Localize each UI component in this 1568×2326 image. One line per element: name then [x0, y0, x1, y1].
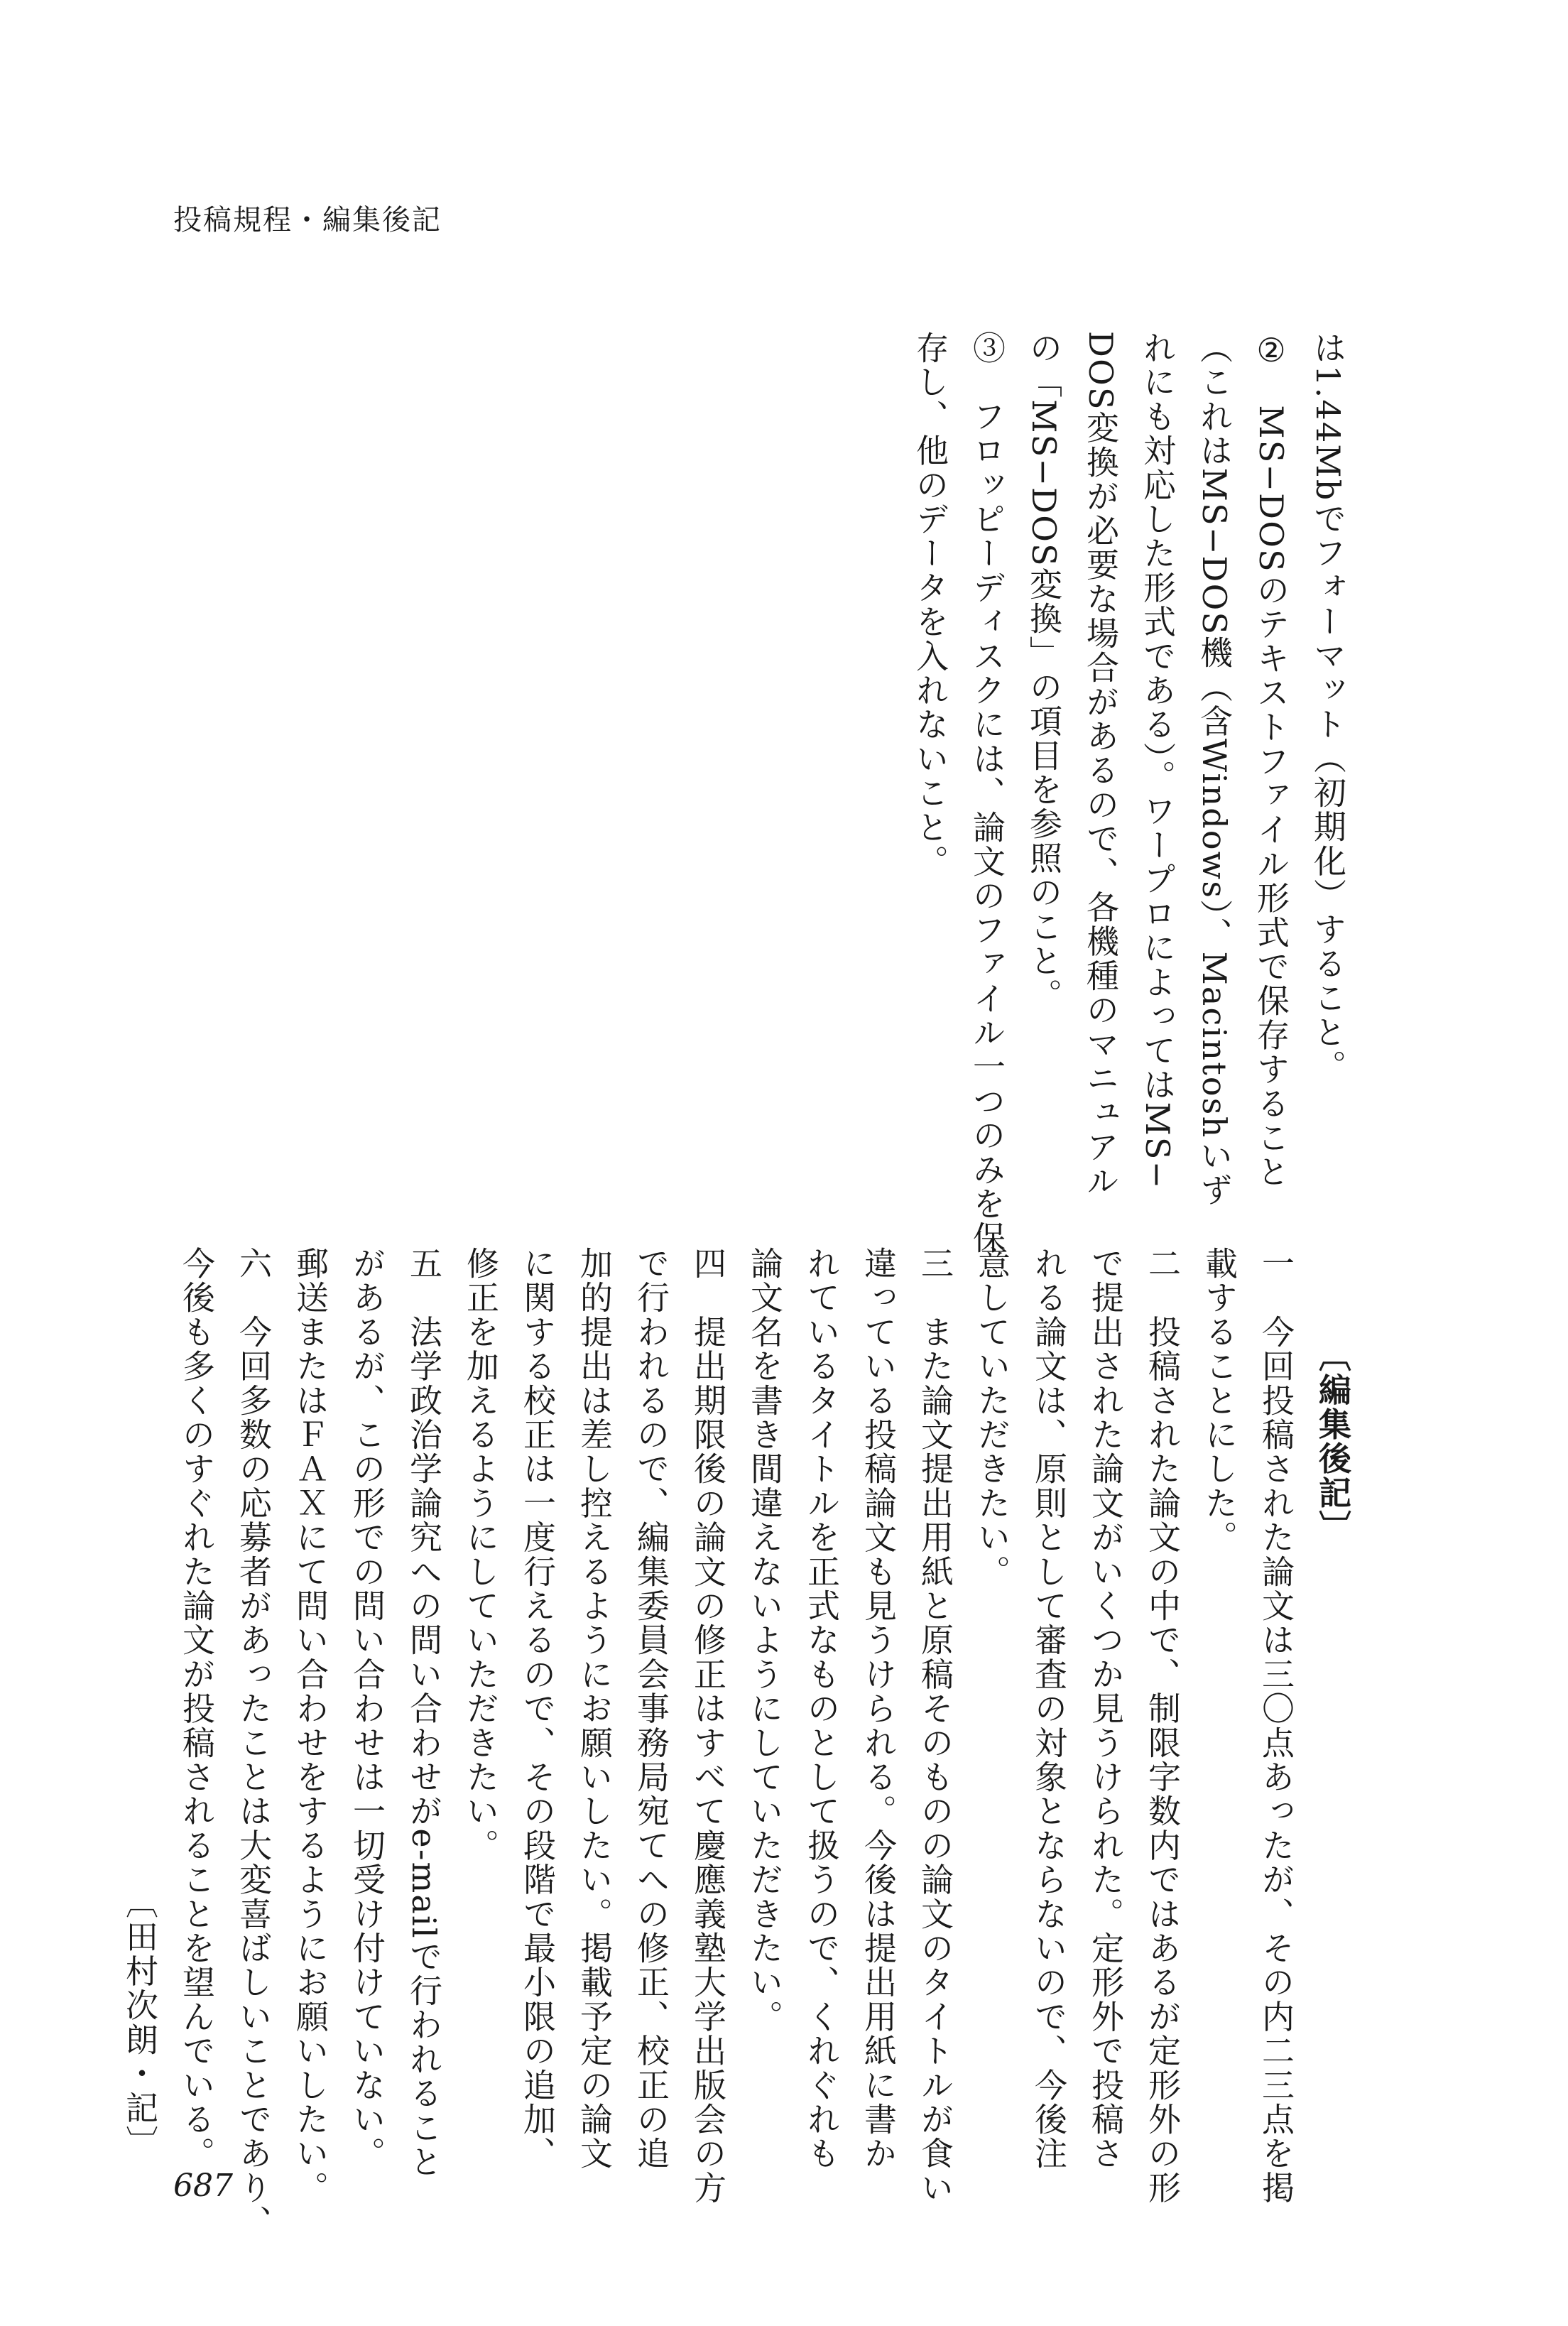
- text-column: 加的提出は差し控えるようにお願いしたい。掲載予定の論文: [575, 1246, 614, 2171]
- text-column: ② MS−DOSのテキストファイル形式で保存すること: [1252, 331, 1290, 1190]
- text-column: 一 今回投稿された論文は三〇点あったが、その内二三点を掲: [1257, 1246, 1295, 2205]
- text-column: に関する校正は一度行えるので、その段階で最小限の追加、: [518, 1246, 557, 2171]
- text-column: 意していただきたい。: [973, 1246, 1011, 1589]
- editorial-heading: 〔編集後記〕: [1314, 1339, 1352, 1545]
- text-column: 今後も多くのすぐれた論文が投稿されることを望んでいる。: [178, 1246, 216, 2171]
- text-column: 郵送またはＦＡＸにて問い合わせをするようにお願いしたい。: [291, 1246, 330, 2205]
- text-column: 違っている投稿論文も見うけられる。今後は提出用紙に書か: [859, 1246, 898, 2171]
- text-column: で提出された論文がいくつか見うけられた。定形外で投稿さ: [1087, 1246, 1125, 2171]
- editor-signature: 〔田村次朗・記〕: [121, 1886, 159, 2160]
- text-column: れる論文は、原則として審査の対象とならないので、今後注: [1030, 1246, 1068, 2171]
- text-column: （これはMS−DOS機（含Windows）、Macintoshいず: [1195, 331, 1234, 1207]
- text-column: 四 提出期限後の論文の修正はすべて慶應義塾大学出版会の方: [689, 1246, 727, 2205]
- regulation-text-block: [911, 331, 1356, 1256]
- text-column: があるが、この形での問い合わせは一切受け付けていない。: [348, 1246, 386, 2171]
- text-column: れにも対応した形式である）。ワープロによってはMS−: [1138, 331, 1177, 1190]
- text-column: 修正を加えるようにしていただきたい。: [462, 1246, 500, 1863]
- text-column: 存し、他のデータを入れないこと。: [911, 331, 949, 879]
- text-column: ③ フロッピーディスクには、論文のファイル一つのみを保: [968, 331, 1006, 1256]
- text-column: 五 法学政治学論究への問い合わせがe-mailで行われること: [405, 1246, 443, 2180]
- running-header: 投稿規程・編集後記: [173, 204, 442, 237]
- text-column: 六 今回多数の応募者があったことは大変喜ばしいことであり、: [234, 1246, 273, 2239]
- text-column: で行われるので、編集委員会事務局宛てへの修正、校正の追: [632, 1246, 670, 2171]
- text-column: DOS変換が必要な場合があるので、各機種のマニュアル: [1082, 331, 1120, 1199]
- text-column: れているタイトルを正式なものとして扱うので、くれぐれも: [802, 1246, 841, 2171]
- text-column: 三 また論文提出用紙と原稿そのものの論文のタイトルが食い: [916, 1246, 954, 2205]
- text-column: 載することにした。: [1200, 1246, 1238, 1555]
- page-number: 687: [173, 2168, 233, 2204]
- text-column: は1.44Mbでフォーマット（初期化）すること。: [1309, 331, 1347, 1084]
- text-column: 論文名を書き間違えないようにしていただきたい。: [746, 1246, 784, 2034]
- text-column: の「MS−DOS変換」の項目を参照のこと。: [1025, 331, 1063, 1013]
- text-column: 二 投稿された論文の中で、制限字数内ではあるが定形外の形: [1143, 1246, 1182, 2205]
